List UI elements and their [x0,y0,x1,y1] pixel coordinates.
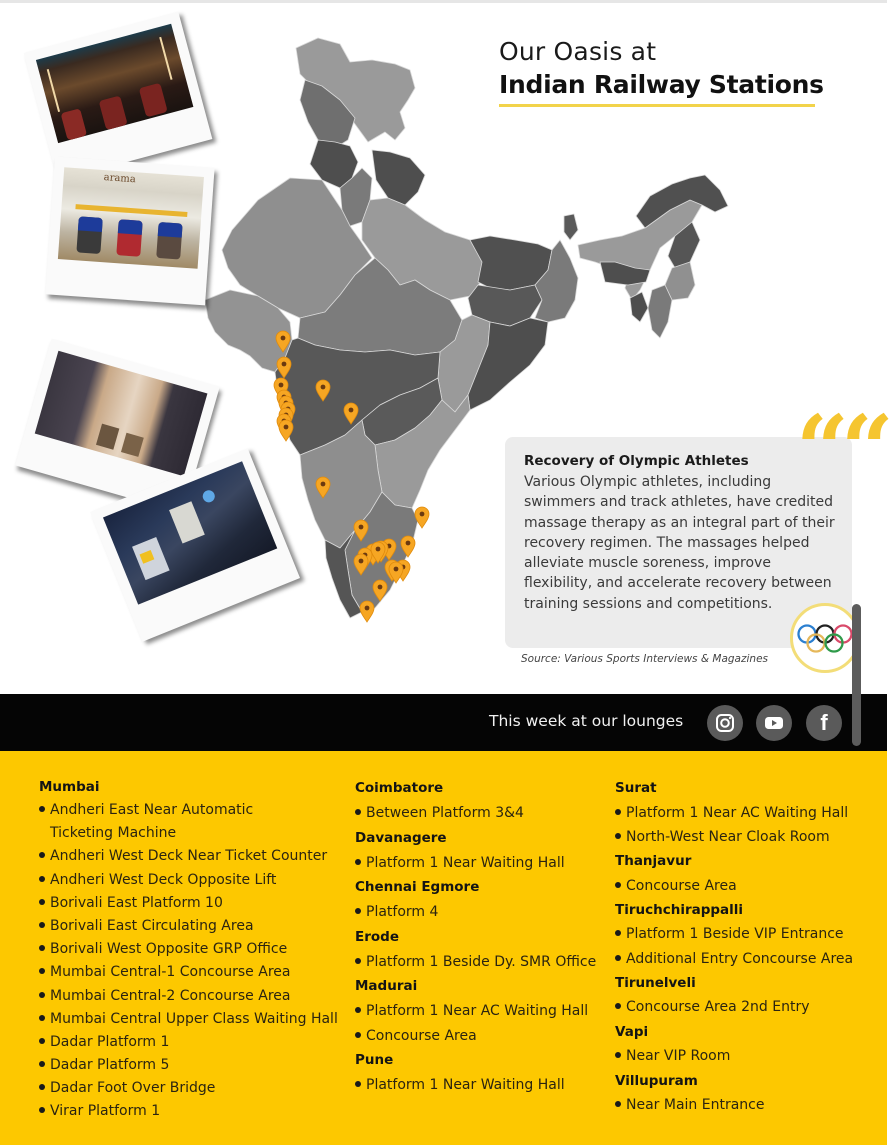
location-item: Virar Platform 1 [39,1100,338,1123]
city-heading: Coimbatore [355,780,444,796]
title-line-2: Indian Railway Stations [499,70,824,99]
location-item: Andheri West Deck Opposite Lift [39,869,338,892]
quote-source: Source: Various Sports Interviews & Magazines [521,653,768,665]
location-item: Andheri East Near Automatic [39,799,338,822]
map-region-tripura [630,292,648,322]
location-item: Platform 1 Near Waiting Hall [355,851,596,876]
city-heading: Vapi [615,1023,649,1040]
youtube-button[interactable] [756,705,792,741]
arama-sign: arama [103,172,137,186]
location-item: Borivali West Opposite GRP Office [39,938,338,961]
title-line-1: Our Oasis at [499,37,657,66]
city-heading: Davanagere [355,829,447,846]
map-region-mizoram [648,285,672,338]
city-heading: Chennai Egmore [355,879,480,895]
location-item: Dadar Platform 1 [39,1031,338,1054]
top-border [0,0,887,3]
instagram-button[interactable] [707,705,743,741]
location-item-continued: Ticketing Machine [50,825,177,842]
olympic-rings-icon [790,603,860,673]
map-pin-icon [360,601,374,622]
location-item: Near Main Entrance [615,1093,853,1117]
location-item: Near VIP Room [615,1044,853,1068]
location-item: Concourse Area 2nd Entry [615,995,853,1019]
title-underline [499,104,815,107]
location-item: Between Platform 3&4 [355,801,596,826]
location-item: North-West Near Cloak Room [615,825,853,849]
location-item: Platform 1 Near AC Waiting Hall [615,801,853,825]
location-item: Platform 4 [355,900,596,925]
city-heading: Surat [615,780,657,796]
location-item: Dadar Foot Over Bridge [39,1077,338,1100]
quote-mark-icon: ““ [796,395,894,503]
location-item: Platform 1 Near Waiting Hall [355,1073,596,1098]
map-region-uk [372,150,425,205]
city-heading: Madurai [355,978,418,994]
page-header [499,36,829,107]
location-item: Mumbai Central Upper Class Waiting Hall [39,1008,338,1031]
quote-body: Various Olympic athletes, including swimmers and track athletes, have credited massage therapy as an integral part of their recovery regimen. The massages helped alleviate muscle soreness, improve flexibility, and accelerate recovery between training sessions and competitions. [524,474,835,612]
location-item: Mumbai Central-2 Concourse Area [39,985,338,1008]
lounge-photo-2 [45,157,214,306]
location-item: Borivali East Platform 10 [39,892,338,915]
location-item: Borivali East Circulating Area [39,915,338,938]
social-bar [0,694,887,751]
city-heading: Tiruchchirappalli [615,901,744,918]
location-item: Concourse Area [615,874,853,898]
location-item: Andheri West Deck Near Ticket Counter [39,845,338,868]
locations-column-3 [615,776,853,1117]
city-heading: Thanjavur [615,853,692,870]
facebook-icon: f [820,710,828,735]
locations-column-2 [355,776,596,1098]
facebook-button[interactable] [806,705,842,741]
location-item: Platform 1 Beside Dy. SMR Office [355,950,596,975]
location-item: Platform 1 Beside VIP Entrance [615,922,853,946]
locations-column-1 [39,776,338,1124]
location-item: Mumbai Central-1 Concourse Area [39,961,338,984]
location-item: Platform 1 Near AC Waiting Hall [355,999,596,1024]
map-region-sikkim [564,214,578,240]
scrollbar-thumb[interactable] [852,604,861,746]
city-heading: Mumbai [39,779,100,795]
quote-title: Recovery of Olympic Athletes [524,453,749,469]
lounge-photo-1 [24,12,213,181]
social-bar-text: This week at our lounges [489,712,684,730]
city-heading: Villupuram [615,1072,698,1089]
instagram-icon [715,713,735,733]
location-item: Concourse Area [355,1024,596,1049]
location-item: Dadar Platform 5 [39,1054,338,1077]
youtube-icon [764,715,784,731]
city-heading: Pune [355,1052,394,1068]
location-item: Additional Entry Concourse Area [615,947,853,971]
city-heading: Tirunelveli [615,974,696,991]
city-heading: Erode [355,928,399,945]
